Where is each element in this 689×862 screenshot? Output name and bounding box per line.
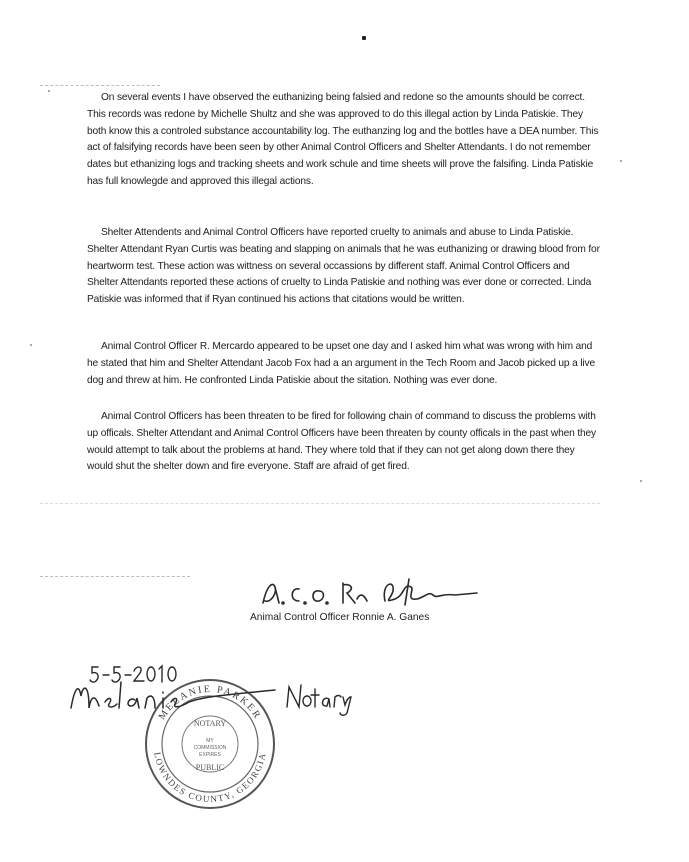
svg-text:MY: MY — [206, 738, 214, 744]
scan-noise-line — [40, 576, 190, 578]
signer-printed-name: Animal Control Officer Ronnie A. Ganes — [250, 612, 430, 623]
svg-text:COMMISSION: COMMISSION — [193, 745, 227, 751]
notary-signature — [65, 676, 285, 716]
paragraph-threats-of-firing: Animal Control Officers has been threaten to be fired for following chain of command to discuss the problems with up officals. Shelter Attendant and Animal Control Officers have been threaten by county officals in the past when they would attempt to talk about the problems at hand. They where told that if they can not get along down there they would shut the shelter down and fire everyone. Staff are afraid of get fired. — [87, 411, 596, 473]
svg-text:MELANIE PARKER: MELANIE PARKER — [156, 683, 264, 722]
scan-speck — [48, 90, 50, 92]
scan-speck — [620, 160, 622, 162]
paragraph-mercardo-incident: Animal Control Officer R. Mercardo appeared to be upset one day and I asked him what was wrong with him and he stated that him and Shelter Attendant Jacob Fox had a an argument in the Tech Room and Jacob picked up a live dog and threw at him. He confronted Linda Patiskie about the sitation. Nothing was ever done. — [87, 341, 596, 386]
officer-signature — [255, 573, 495, 613]
scan-speck — [362, 36, 366, 40]
paragraph-animal-cruelty: Shelter Attendents and Animal Control Officers have reported cruelty to animals and abuse to Linda Patiskie. Shelter Attendant Ryan Curtis was beating and slapping on animals that he was euthanizing or drawing blood from for heartworm test. These action was wittness on several occassions by different staff. Animal Control Officers and Shelter Attendants reported these actions of cruelty to Linda Patiskie and nothing was ever done or corrected. Linda Patiskie was informed that if Ryan continued his actions that citations would be written. — [87, 227, 600, 306]
svg-text:LOWNDES COUNTY, GEORGIA: LOWNDES COUNTY, GEORGIA — [152, 751, 268, 805]
scan-speck — [640, 480, 642, 482]
scan-speck — [30, 344, 32, 346]
scan-noise-line — [40, 503, 600, 505]
svg-text:EXPIRES: EXPIRES — [199, 752, 221, 758]
notary-title-handwritten — [283, 683, 353, 717]
svg-text:NOTARY: NOTARY — [193, 719, 227, 728]
scan-noise-line — [40, 85, 160, 87]
svg-text:PUBLIC: PUBLIC — [195, 763, 225, 772]
paragraph-falsified-records: On several events I have observed the euthanizing being falsied and redone so the amounts should be correct. This records was redone by Michelle Shultz and she was approved to do this illegal action by Linda Patiskie. They both know this a controled substance accountability log. The euthanzing log and the bottles have a DEA number. This act of falsifying records have been seen by other Animal Control Officers and Shelter Attendants. I do not remember dates but ethanizing logs and tracking sheets and work schule and time sheets will prove the falsifing. Linda Patiskie has full knowlegde and approved this illegal actions. — [87, 92, 599, 187]
